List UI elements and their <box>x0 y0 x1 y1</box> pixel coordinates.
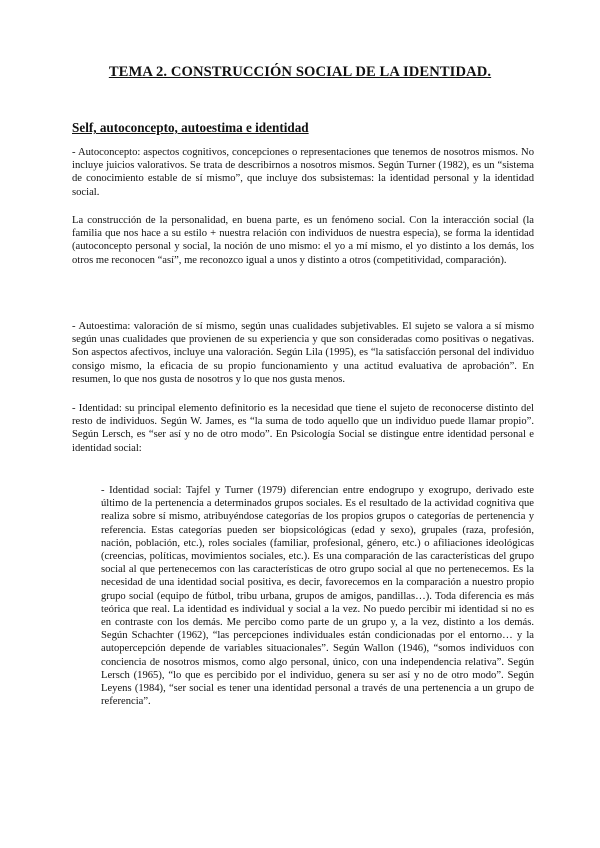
paragraph-autoconcepto: - Autoconcepto: aspectos cognitivos, concepciones o representaciones que tenemos de nosotros mismos. No incluye juicios valorativos. Se trata de describirnos a nosotros mismos. Según Turner (1982), es un “sistema de conocimiento estable de sí mismo”, que incluye dos subsistemas: la identidad personal y la identidad social. <box>72 147 534 198</box>
paragraph-construccion-personalidad: La construcción de la personalidad, en buena parte, es un fenómeno social. Con la interacción social (la familia que nos hace a su estilo + nuestra relación con individuos de nuestra especia), se forma la identidad (autoconcepto personal y social, la noción de uno mismo: el yo a mí mismo, el yo distinto a los demás, los otros me reconocen “así”, me reconozco igual a unos y distinto a otros (competitividad, comparación). <box>72 215 534 266</box>
document-title: TEMA 2. CONSTRUCCIÓN SOCIAL DE LA IDENTIDAD. <box>108 64 492 80</box>
paragraph-identidad-social: - Identidad social: Tajfel y Turner (1979) diferencian entre endogrupo y exogrupo, derivado este último de la pertenencia a determinados grupos sociales. Es el resultado de la actividad cognitiva que realiza sobre sí mismo, atribuyéndose categorías de los propios grupos o categorías de pertenencia y referencia. Estas categorías pueden ser biopsicológicas (edad y sexo), grupales (raza, profesión, nación, población, etc.), roles sociales (familiar, profesional, género, etc.) o afiliaciones ideológicas (creencias, políticas, movimientos sociales, etc.). Es una comparación de las características del grupo social al que pertenecemos con las características de otro grupo social al que no pertenecemos. Es la necesidad de una identidad social positiva, es decir, favorecemos en la comparación a nuestro propio grupo social (equipo de fútbol, tribu urbana, grupos de amigos, pandillas…). Toda diferencia es más teórica que real. La identidad es individual y social a la vez. No puedo percibir mi identidad si no es en contraste con los demás. Me percibo como parte de un grupo y, a la vez, distinto a los demás. Según Schachter (1962), “las percepciones individuales están condicionadas por el entorno… y la autopercepción depende de variables situacionales”. Según Wallon (1946), “somos individuos con conciencia de nosotros mismos, como algo personal, único, con una independencia relativa”. Según Lersch (1965), “lo que es percibido por el individuo, genera su ser así y no de otro modo”. Según Leyens (1984), “ser social es tener una identidad personal a través de una pertenencia a un grupo de referencia”. <box>101 485 534 708</box>
section-heading: Self, autoconcepto, autoestima e identidad <box>72 120 309 135</box>
paragraph-identidad: - Identidad: su principal elemento definitorio es la necesidad que tiene el sujeto de reconocerse distinto del resto de individuos. Según W. James, es “la suma de todo aquello que un individuo puede llamar propio”. Según Lersch, es “ser así y no de otro modo”. En Psicología Social se distingue entre identidad personal e identidad social: <box>72 403 534 454</box>
paragraph-autoestima: - Autoestima: valoración de sí mismo, según unas cualidades subjetivables. El sujeto se valora a sí mismo según unas cualidades que provienen de su experiencia y que son consideradas como positivas o negativas. Son aspectos afectivos, incluye una valoración. Según Lila (1995), es “la satisfacción personal del individuo consigo mismo, la eficacia de su propio funcionamiento y una actitud evaluativa de aprobación”. En resumen, lo que nos gusta de nosotros y lo que nos gusta menos. <box>72 321 534 385</box>
